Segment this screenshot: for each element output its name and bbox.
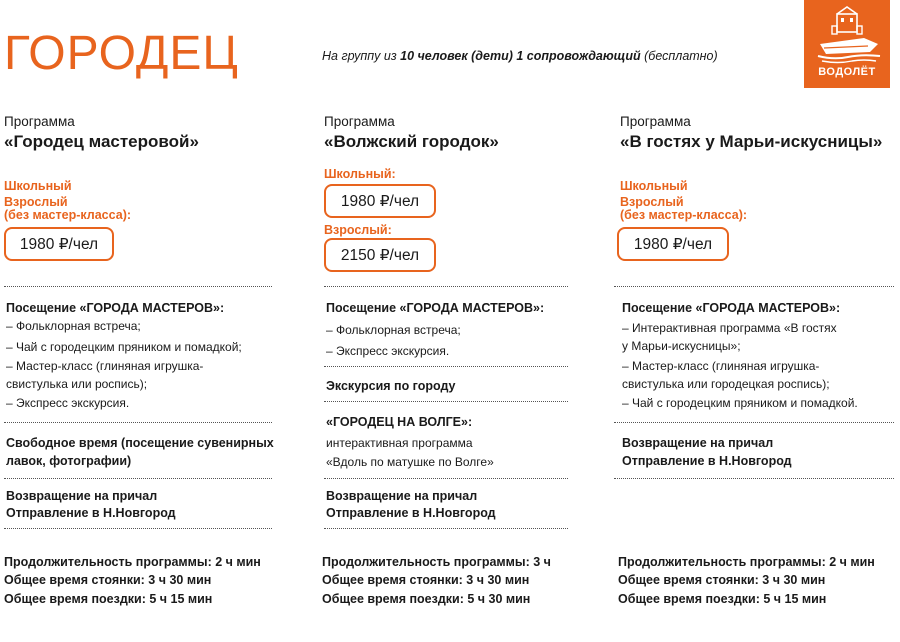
- summary-stop-time: Общее время стоянки: 3 ч 30 мин: [4, 573, 212, 587]
- divider: [324, 366, 568, 367]
- return-line-2: Отправление в Н.Новгород: [6, 506, 176, 520]
- free-time-line-2: лавок, фотографии): [6, 454, 132, 468]
- list-item: – Мастер-класс (глиняная игрушка-: [6, 359, 204, 373]
- summary-stop-time: Общее время стоянки: 3 ч 30 мин: [618, 573, 826, 587]
- city-tour-title: Экскурсия по городу: [326, 379, 456, 393]
- program-name: «Волжский городок»: [324, 132, 499, 151]
- divider: [324, 286, 568, 287]
- list-item: у Марьи-искусницы»;: [622, 339, 741, 353]
- list-item: «Вдоль по матушке по Волге»: [326, 455, 494, 469]
- program-name: «Городец мастеровой»: [4, 132, 199, 151]
- list-item: – Чай с городецким пряником и помадкой;: [6, 340, 242, 354]
- divider: [4, 422, 272, 423]
- list-item: – Экспресс экскурсия.: [326, 344, 450, 358]
- price-badge-school: 1980 ₽/чел: [324, 184, 436, 218]
- summary-duration: Продолжительность программы: 2 ч мин: [618, 555, 875, 569]
- divider: [614, 286, 894, 287]
- divider: [324, 401, 568, 402]
- return-line-1: Возвращение на причал: [326, 489, 478, 503]
- list-item: свистулька или городецкая роспись);: [622, 377, 830, 391]
- divider: [4, 528, 272, 529]
- program-label: Программа: [324, 114, 395, 129]
- list-item: – Фольклорная встреча;: [326, 323, 461, 337]
- price-badge: 1980 ₽/чел: [4, 227, 114, 261]
- category-adult-note: (без мастер-класса):: [620, 208, 748, 222]
- list-item: интерактивная программа: [326, 436, 473, 450]
- note-bold: 10 человек (дети) 1 сопровождающий: [400, 49, 641, 63]
- group-note: [322, 49, 718, 63]
- block-title: Посещение «ГОРОДА МАСТЕРОВ»:: [326, 301, 545, 315]
- block-title: Посещение «ГОРОДА МАСТЕРОВ»:: [622, 301, 841, 315]
- list-item: – Интерактивная программа «В гостях: [622, 321, 837, 335]
- summary-trip-time: Общее время поездки: 5 ч 15 мин: [4, 592, 213, 606]
- list-item: – Экспресс экскурсия.: [6, 396, 130, 410]
- vodolet-logo: [804, 0, 890, 88]
- divider: [614, 478, 894, 479]
- program-label: Программа: [620, 114, 691, 129]
- list-item: – Фольклорная встреча;: [6, 319, 141, 333]
- category-adult: Взрослый: [620, 195, 684, 209]
- page-title: ГОРОДЕЦ: [4, 27, 239, 80]
- category-school: Школьный: [4, 179, 72, 193]
- free-time-line-1: Свободное время (посещение сувенирных: [6, 436, 274, 450]
- list-item: – Чай с городецким пряником и помадкой.: [622, 396, 858, 410]
- summary-trip-time: Общее время поездки: 5 ч 30 мин: [322, 592, 531, 606]
- divider: [324, 478, 568, 479]
- return-line-2: Отправление в Н.Новгород: [622, 454, 792, 468]
- category-school: Школьный: [620, 179, 688, 193]
- summary-stop-time: Общее время стоянки: 3 ч 30 мин: [322, 573, 530, 587]
- return-line-2: Отправление в Н.Новгород: [326, 506, 496, 520]
- summary-duration: Продолжительность программы: 2 ч мин: [4, 555, 261, 569]
- category-adult: Взрослый: [4, 195, 68, 209]
- category-adult-note: (без мастер-класса):: [4, 208, 132, 222]
- price-badge-adult: 2150 ₽/чел: [324, 238, 436, 272]
- note-prefix: На группу из: [322, 49, 401, 63]
- volga-program-title: «ГОРОДЕЦ НА ВОЛГЕ»:: [326, 415, 473, 429]
- program-label: Программа: [4, 114, 75, 129]
- return-line-1: Возвращение на причал: [622, 436, 774, 450]
- block-title: Посещение «ГОРОДА МАСТЕРОВ»:: [6, 301, 225, 315]
- summary-trip-time: Общее время поездки: 5 ч 15 мин: [618, 592, 827, 606]
- program-name: «В гостях у Марьи-искусницы»: [620, 132, 883, 151]
- category-school: Школьный:: [324, 167, 396, 181]
- list-item: свистулька или роспись);: [6, 377, 148, 391]
- price-badge: 1980 ₽/чел: [617, 227, 729, 261]
- logo-text: ВОДОЛЁТ: [818, 66, 876, 78]
- return-line-1: Возвращение на причал: [6, 489, 158, 503]
- divider: [4, 286, 272, 287]
- divider: [614, 422, 894, 423]
- divider: [4, 478, 272, 479]
- divider: [324, 528, 568, 529]
- note-suffix: (бесплатно): [640, 49, 718, 63]
- list-item: – Мастер-класс (глиняная игрушка-: [622, 359, 820, 373]
- summary-duration: Продолжительность программы: 3 ч: [322, 555, 551, 569]
- category-adult: Взрослый:: [324, 223, 392, 237]
